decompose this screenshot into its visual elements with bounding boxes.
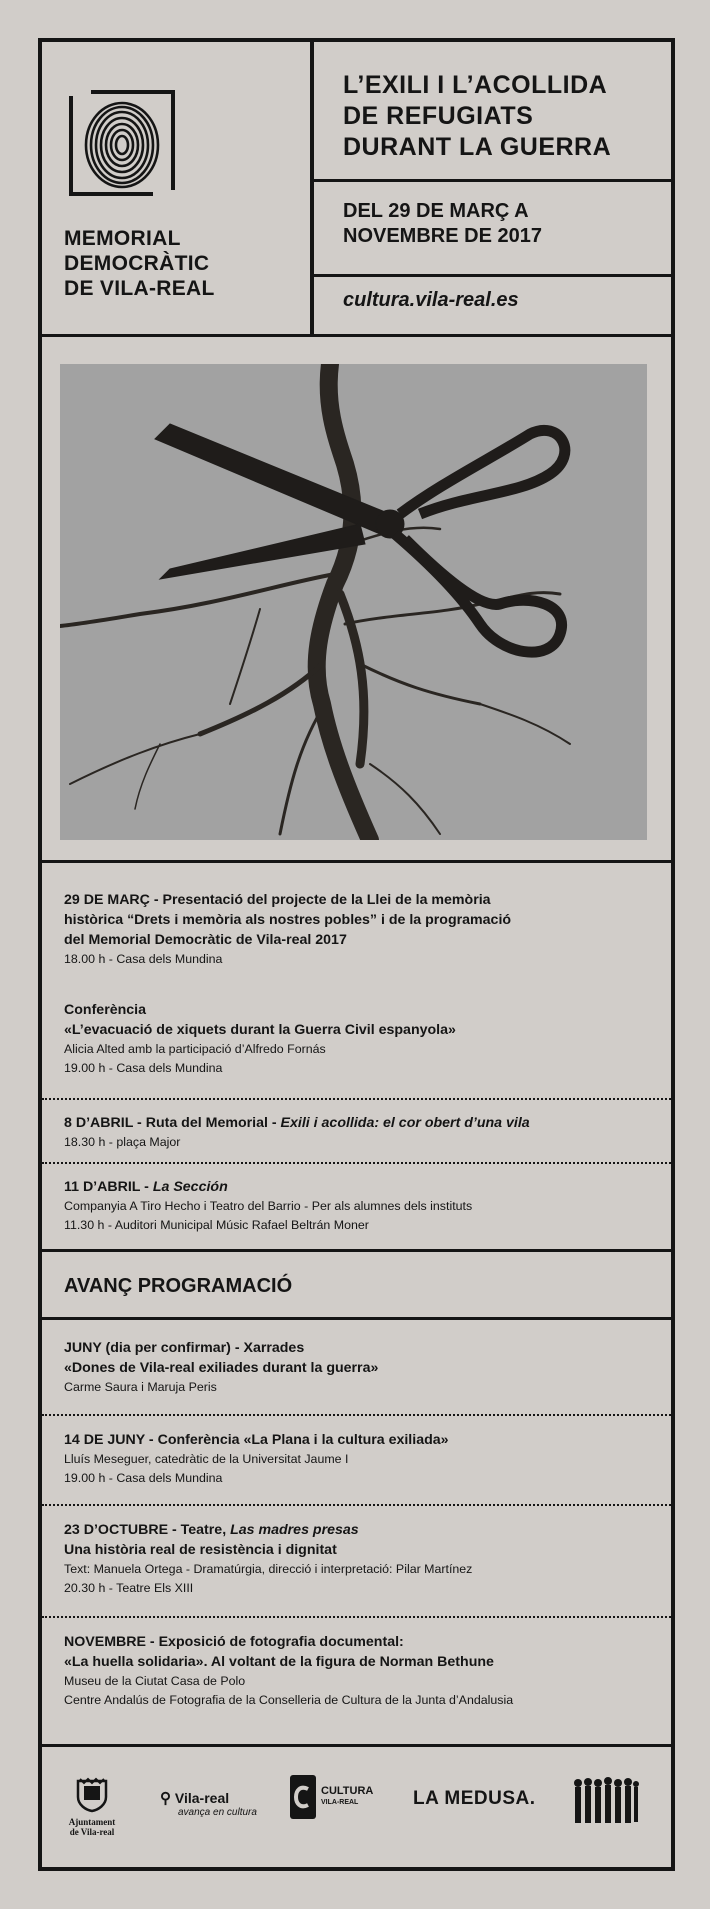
- event-conferencia-title: [64, 1020, 456, 1040]
- event-conferencia-detail: 19.00 h - Casa dels Mundina: [64, 1061, 223, 1075]
- event-8-abril: [64, 1113, 530, 1152]
- event-8-abril-line1: [64, 1113, 530, 1133]
- preview-novembre-date: [64, 1632, 513, 1652]
- preview-23-octubre: [64, 1520, 472, 1598]
- ajuntament-line-1: Ajuntament: [68, 1817, 116, 1827]
- separator-2: [42, 1162, 671, 1164]
- event-11-abril-date: 11 D’ABRIL: [64, 1179, 141, 1195]
- ajuntament-logo-text: [60, 1817, 124, 1837]
- event-8-abril-detail: 18.30 h - plaça Major: [64, 1135, 181, 1149]
- preview-novembre-title: [64, 1652, 513, 1672]
- preview-novembre-venue: Museu de la Ciutat Casa de Polo: [64, 1674, 246, 1688]
- event-29-marc-line1: [64, 890, 511, 910]
- photo-bottom-line: [42, 860, 671, 863]
- vilareal-mark-icon: ⚲: [160, 1791, 171, 1807]
- sponsor-logos: [42, 1747, 671, 1871]
- preview-novembre: [64, 1632, 513, 1710]
- cultura-line-2: VILA-REAL: [321, 1799, 359, 1806]
- date-range-line-1: DEL 29 DE MARÇ A: [343, 200, 529, 222]
- preview-juny-title: [64, 1358, 378, 1378]
- memorial-line-3: DE VILA-REAL: [64, 277, 215, 300]
- preview-novembre-date-text: NOVEMBRE - Exposició de fotografia documental:: [64, 1634, 404, 1650]
- event-11-abril-line1: [64, 1177, 472, 1197]
- event-8-abril-date: 8 D’ABRIL: [64, 1115, 134, 1131]
- event-8-abril-title: - Ruta del Memorial -: [133, 1115, 281, 1131]
- avanc-top-line: [42, 1249, 671, 1252]
- preview-juny-people: Carme Saura i Maruja Peris: [64, 1380, 217, 1394]
- preview-juny-title-text: «Dones de Vila-real exiliades durant la guerra»: [64, 1360, 379, 1376]
- event-11-abril-company: Companyia A Tiro Hecho i Teatro del Barrio - Per als alumnes dels instituts: [64, 1199, 473, 1213]
- title-line-1: L’EXILI I L’ACOLLIDA: [343, 71, 608, 99]
- preview-14-juny-date-text: 14 DE JUNY - Conferència «La Plana i la cultura exiliada»: [64, 1432, 449, 1448]
- la-medusa-logo: LA MEDUSA.: [413, 1788, 536, 1809]
- fingerprint-logo: [69, 90, 175, 196]
- preview-juny-date: [64, 1338, 378, 1358]
- event-29-marc-line2: [64, 910, 511, 930]
- avanc-bottom-line: [42, 1317, 671, 1320]
- event-conferencia-label: [64, 1000, 456, 1020]
- ajuntament-crest-icon: [72, 1777, 112, 1813]
- separator-4: [42, 1504, 671, 1506]
- preview-14-juny-detail: 19.00 h - Casa dels Mundina: [64, 1471, 223, 1485]
- header-divider-1: [310, 179, 671, 182]
- event-11-abril-sep: -: [140, 1179, 153, 1195]
- header-divider-vertical: [310, 42, 314, 336]
- event-29-marc-date: 29 DE MARÇ: [64, 892, 150, 908]
- preview-14-juny-people: Lluís Meseguer, catedràtic de la Universitat Jaume I: [64, 1452, 349, 1466]
- preview-23-octubre-play: Las madres presas: [230, 1522, 359, 1538]
- preview-novembre-org: Centre Andalús de Fotografia de la Conselleria de Cultura de la Junta d’Andalusia: [64, 1693, 514, 1707]
- event-conferencia: [64, 1000, 456, 1078]
- title-line-2: DE REFUGIATS: [343, 102, 534, 130]
- memorial-title: [64, 226, 215, 301]
- memorial-line-1: MEMORIAL: [64, 227, 181, 250]
- event-conferencia-title-text: «L’evacuació de xiquets durant la Guerra Civil espanyola»: [64, 1022, 456, 1038]
- event-29-marc-title-1: - Presentació del projecte de la Llei de la memòria: [149, 892, 491, 908]
- preview-14-juny-date: [64, 1430, 449, 1450]
- poster-frame: [38, 38, 675, 1871]
- separator-3: [42, 1414, 671, 1416]
- poster-title: [343, 70, 611, 163]
- separator-1: [42, 1098, 671, 1100]
- date-range-line-2: NOVEMBRE DE 2017: [343, 225, 542, 247]
- website-link[interactable]: cultura.vila-real.es: [343, 289, 519, 311]
- event-11-abril-subtitle: La Sección: [152, 1179, 228, 1195]
- header-divider-2: [310, 274, 671, 277]
- event-29-marc-title-2: històrica “Drets i memòria als nostres pobles” i de la programació: [64, 912, 512, 928]
- header-bottom-line: [42, 334, 671, 337]
- cultura-logo-text: [321, 1786, 373, 1808]
- event-conferencia-speakers: Alicia Alted amb la participació d’Alfredo Fornás: [64, 1042, 326, 1056]
- separator-5: [42, 1616, 671, 1618]
- event-29-marc: [64, 890, 511, 969]
- date-range: [343, 199, 542, 249]
- avanc-programacio-heading: AVANÇ PROGRAMACIÓ: [64, 1275, 293, 1297]
- theatre-figures-icon: [573, 1777, 639, 1825]
- event-11-abril-detail: 11.30 h - Auditori Municipal Músic Rafael Beltrán Moner: [64, 1218, 369, 1232]
- vilareal-logo: [160, 1789, 229, 1808]
- cultura-line-1: CULTURA: [321, 1785, 374, 1797]
- scissors-root-illustration: [60, 364, 647, 840]
- ajuntament-line-2: de Vila-real: [69, 1827, 115, 1837]
- event-29-marc-detail: 18.00 h - Casa dels Mundina: [64, 952, 223, 966]
- event-conferencia-label-text: Conferència: [64, 1002, 146, 1018]
- event-29-marc-title-3: del Memorial Democràtic de Vila-real 2017: [64, 932, 347, 948]
- scissors-root-photo: [60, 364, 647, 840]
- preview-juny-date-text: JUNY (dia per confirmar) - Xarrades: [64, 1340, 305, 1356]
- event-8-abril-subtitle: Exili i acollida: el cor obert d’una vila: [280, 1115, 530, 1131]
- preview-23-octubre-title: [64, 1540, 472, 1560]
- preview-juny: [64, 1338, 378, 1397]
- vilareal-tagline: avança en cultura: [178, 1807, 257, 1818]
- preview-23-octubre-title-text: Una història real de resistència i dignitat: [64, 1542, 337, 1558]
- preview-23-octubre-people: Text: Manuela Ortega - Dramatúrgia, direcció i interpretació: Pilar Martínez: [64, 1562, 473, 1576]
- preview-23-octubre-detail: 20.30 h - Teatre Els XIII: [64, 1581, 194, 1595]
- event-11-abril: [64, 1177, 472, 1235]
- preview-23-octubre-date-text: 23 D’OCTUBRE - Teatre,: [64, 1522, 231, 1538]
- preview-23-octubre-date: [64, 1520, 472, 1540]
- title-line-3: DURANT LA GUERRA: [343, 133, 612, 161]
- vilareal-logo-name: Vila-real: [174, 1790, 230, 1806]
- memorial-line-2: DEMOCRÀTIC: [64, 252, 210, 275]
- cultura-c-icon: [290, 1775, 316, 1819]
- event-29-marc-line3: [64, 930, 511, 950]
- preview-14-juny: [64, 1430, 449, 1488]
- preview-novembre-title-text: «La huella solidaria». Al voltant de la figura de Norman Bethune: [64, 1654, 494, 1670]
